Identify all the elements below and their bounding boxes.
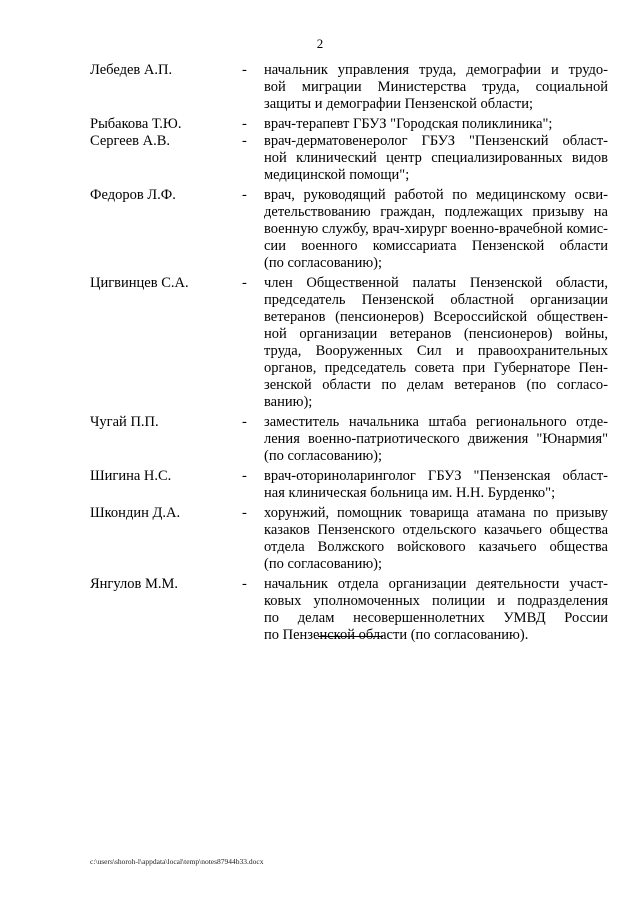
dash-separator: -	[242, 275, 247, 291]
position-line: врач, руководящий работой по медицинскому осви-	[264, 187, 608, 203]
page-number: 2	[316, 36, 324, 51]
dash-separator: -	[242, 414, 247, 430]
position-line: (по согласованию);	[264, 556, 383, 572]
position-line: ванию);	[264, 394, 313, 410]
position-line: защиты и демографии Пензенской области;	[264, 96, 534, 112]
position-line: ления военно-патриотического движения "Юнармия"	[264, 431, 608, 447]
member-row	[90, 187, 610, 272]
position-line: по делам несовершеннолетних УМВД России	[264, 610, 608, 626]
position-line: ковых уполномоченных полиции и подразделения	[264, 593, 608, 609]
dash-separator: -	[242, 187, 247, 203]
member-position	[264, 187, 608, 272]
member-row	[90, 133, 610, 184]
position-line: казаков Пензенского отдельского казачьего общества	[264, 522, 608, 538]
position-line: военную службу, врач-хирург военно-врачебной комис-	[264, 221, 608, 237]
member-name: Цигвинцев С.А.	[90, 275, 189, 291]
position-line: врач-терапевт ГБУЗ "Городская поликлиника";	[264, 116, 553, 132]
member-position	[264, 133, 608, 184]
member-row	[90, 116, 610, 133]
member-position	[264, 468, 608, 502]
member-row	[90, 275, 610, 411]
position-line: (по согласованию);	[264, 448, 383, 464]
dash-separator: -	[242, 62, 247, 78]
position-line: медицинской помощи";	[264, 167, 410, 183]
member-name: Федоров Л.Ф.	[90, 187, 176, 203]
member-position	[264, 62, 608, 113]
position-line: зенской области по делам ветеранов (по согласо-	[264, 377, 608, 393]
member-name: Сергеев А.В.	[90, 133, 171, 149]
position-line: (по согласованию);	[264, 255, 383, 271]
position-line: по Пензенской области (по согласованию).	[264, 627, 529, 643]
position-line: хорунжий, помощник товарища атамана по призыву	[264, 505, 608, 521]
position-line: ветеранов (пенсионеров) Всероссийской обществен-	[264, 309, 608, 325]
member-position	[264, 414, 608, 465]
member-name: Чугай П.П.	[90, 414, 159, 430]
position-line: вой миграции Министерства труда, социальной	[264, 79, 608, 95]
position-line: врач-оториноларинголог ГБУЗ "Пензенская област-	[264, 468, 608, 484]
position-line: ной клинический центр специализированных видов	[264, 150, 608, 166]
member-row	[90, 468, 610, 502]
position-line: член Общественной палаты Пензенской области,	[264, 275, 608, 291]
member-name: Лебедев А.П.	[90, 62, 173, 78]
position-line: детельствованию граждан, подлежащих призыву на	[264, 204, 608, 220]
member-name: Рыбакова Т.Ю.	[90, 116, 182, 132]
position-line: председатель Пензенской областной организации	[264, 292, 608, 308]
position-line: труда, Вооруженных Сил и правоохранительных	[264, 343, 608, 359]
position-line: ная клиническая больница им. Н.Н. Бурденко";	[264, 485, 556, 501]
position-line: начальник управления труда, демографии и трудо-	[264, 62, 608, 78]
position-line: ной организации ветеранов (пенсионеров) войны,	[264, 326, 608, 342]
position-line: врач-дерматовенеролог ГБУЗ "Пензенский област-	[264, 133, 608, 149]
member-position	[264, 505, 608, 573]
dash-separator: -	[242, 116, 247, 132]
position-line: заместитель начальника штаба регионального отде-	[264, 414, 608, 430]
dash-separator: -	[242, 468, 247, 484]
position-line: отдела Волжского войскового казачьего общества	[264, 539, 608, 555]
file-path: c:\users\shoroh-l\appdata\local\temp\notes87944b33.docx	[90, 857, 264, 866]
member-name: Янгулов М.М.	[90, 576, 178, 592]
member-row	[90, 505, 610, 573]
members-list	[90, 62, 610, 644]
position-line: сии военного комиссариата Пензенской области	[264, 238, 608, 254]
member-position	[264, 116, 608, 133]
separator-line	[318, 636, 383, 637]
position-line: органов, председатель совета при Губернаторе Пен-	[264, 360, 608, 376]
dash-separator: -	[242, 576, 247, 592]
member-row	[90, 62, 610, 113]
member-name: Шкондин Д.А.	[90, 505, 181, 521]
dash-separator: -	[242, 133, 247, 149]
dash-separator: -	[242, 505, 247, 521]
member-row	[90, 414, 610, 465]
member-position	[264, 275, 608, 411]
member-name: Шигина Н.С.	[90, 468, 172, 484]
position-line: начальник отдела организации деятельности участ-	[264, 576, 608, 592]
member-row	[90, 576, 610, 644]
member-position	[264, 576, 608, 644]
